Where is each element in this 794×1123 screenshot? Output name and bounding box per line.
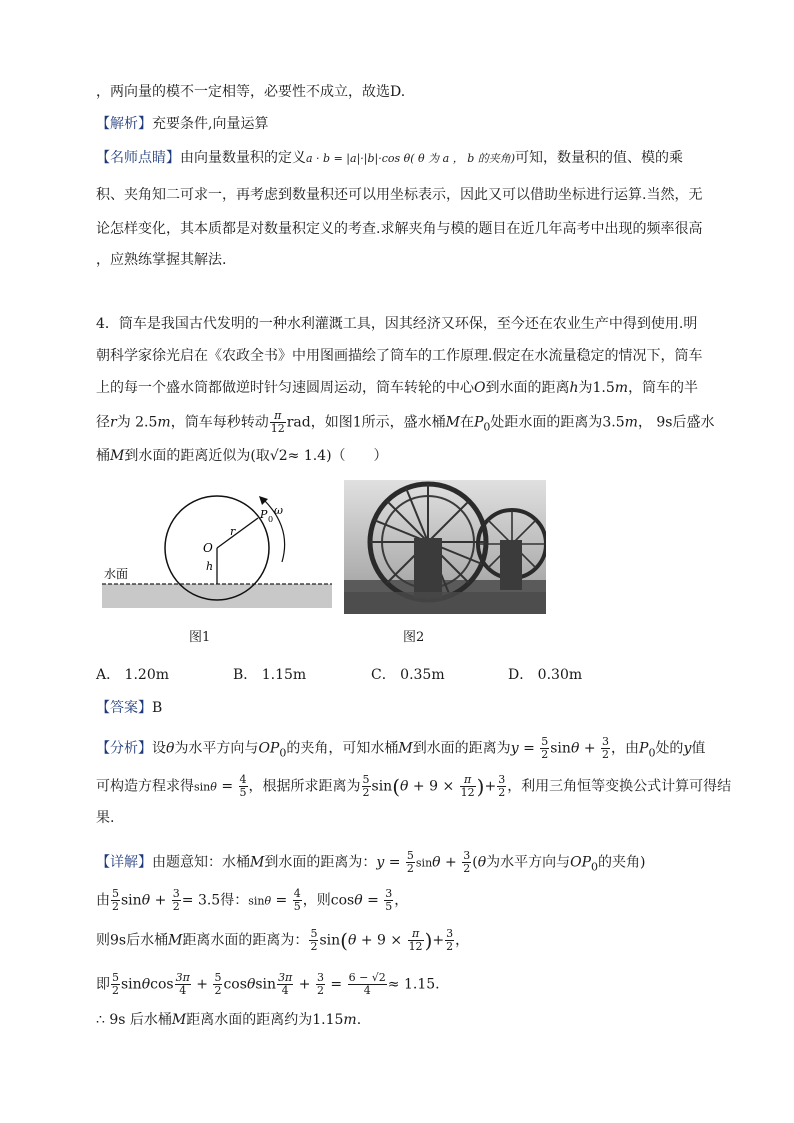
analysis-tag-line: 【解析】充要条件,向量运算 [96,116,269,132]
center-label: O [203,541,213,555]
r-label: r [230,525,236,538]
omega-label: ω [274,504,283,517]
question-line: 朝科学家徐光启在《农政全书》中用图画描绘了筒车的工作原理.假定在水流量稳定的情况下，筒车 [96,348,703,364]
question-line: 4．筒车是我国古代发明的一种水利灌溉工具，因其经济又环保，至今还在农业生产中得到使用.明 [96,316,698,332]
analysis-line: 果. [96,810,115,826]
teacher-note-line: 【名师点睛】由向量数量积的定义a · b = |a|·|b|·cos θ( θ 为 a ， b 的夹角)可知，数量积的值、模的乘 [96,150,684,166]
p0-subscript: 0 [268,515,274,524]
arrow-head [259,496,268,505]
figure-1-diagram [96,478,340,618]
detail-line: 由 $\frac{5}{2}$ sinθ + $\frac{3}{2}$ = 3.5得：sinθ = $\frac{4}{5}$ ，则cosθ = $\frac{3}{5}$ ， [96,887,409,913]
answer-line: 【答案】B [96,700,163,716]
detail-line: 即 $\frac{5}{2}$ sinθcos $\frac{3\pi}{4}$ + $\frac{5}{2}$ cosθsin $\frac{3\pi}{4}$ + $\frac{3}{2}$ = $\frac{6 - √2}{4}$ ≈ 1.15. [96,971,440,997]
figure-2-photo [344,480,546,614]
option-c: C． 0.35m [371,667,445,683]
water-label: 水面 [104,567,129,581]
question-line: 桶M到水面的距离近似为(取√2≈ 1.4)（ ） [96,448,388,464]
detail-line: 则9s后水桶M距离水面的距离为： $\frac{5}{2}$ sin(θ + 9 × $\frac{\pi}{12}$ )+ $\frac{3}{2}$ ， [96,927,470,953]
figure-2-caption: 图2 [403,630,425,645]
radius-line [217,518,258,548]
water-area [102,584,332,608]
question-line: 径r为 2.5m，筒车每秒转动 $\frac{\pi}{12}$ rad，如图1所示，盛水桶M在$P_0$处距水面的距离为3.5m， 9s后盛水 [96,409,715,435]
text-line: ，两向量的模不一定相等，必要性不成立，故选D. [96,84,406,100]
question-line: 上的每一个盛水筒都做逆时针匀速圆周运动，筒车转轮的中心O到水面的距离h为1.5m，筒车的半 [96,380,699,396]
detail-line: 【详解】由题意知：水桶M到水面的距离为：y = $\frac{5}{2}$ sinθ + $\frac{3}{2}$ (θ为水平方向与$OP_0$的夹角) [96,849,646,875]
option-d: D． 0.30m [508,667,583,683]
text-line: ，应熟练掌握其解法. [96,252,227,268]
detail-line: ∴ 9s 后水桶M距离水面的距离约为1.15m. [96,1012,362,1028]
h-label: h [206,560,214,573]
text-line: 积、夹角知二可求一，再考虑到数量积还可以用坐标表示，因此又可以借助坐标进行运算.当然，无 [96,187,703,203]
option-b: B． 1.15m [233,667,307,683]
p0-label: P [260,508,268,521]
analysis-line: 可构造方程求得sinθ = $\frac{4}{5}$ ，根据所求距离为 $\frac{5}{2}$ sin(θ + 9 × $\frac{\pi}{12}$ )+ $\frac{3}{2}$ ，利用三角恒等变换公式计算可得结 [96,773,732,799]
text-line: 论怎样变化，其本质都是对数量积定义的考查.求解夹角与模的题目在近几年高考中出现的频率很高 [96,221,703,237]
figure-1-caption: 图1 [189,630,211,645]
analysis-line: 【分析】设θ为水平方向与$OP_0$的夹角，可知水桶M到水面的距离为y = $\frac{5}{2}$ sinθ + $\frac{3}{2}$ ，由$P_0$处的y值 [96,735,706,761]
option-a: A． 1.20m [96,667,170,683]
